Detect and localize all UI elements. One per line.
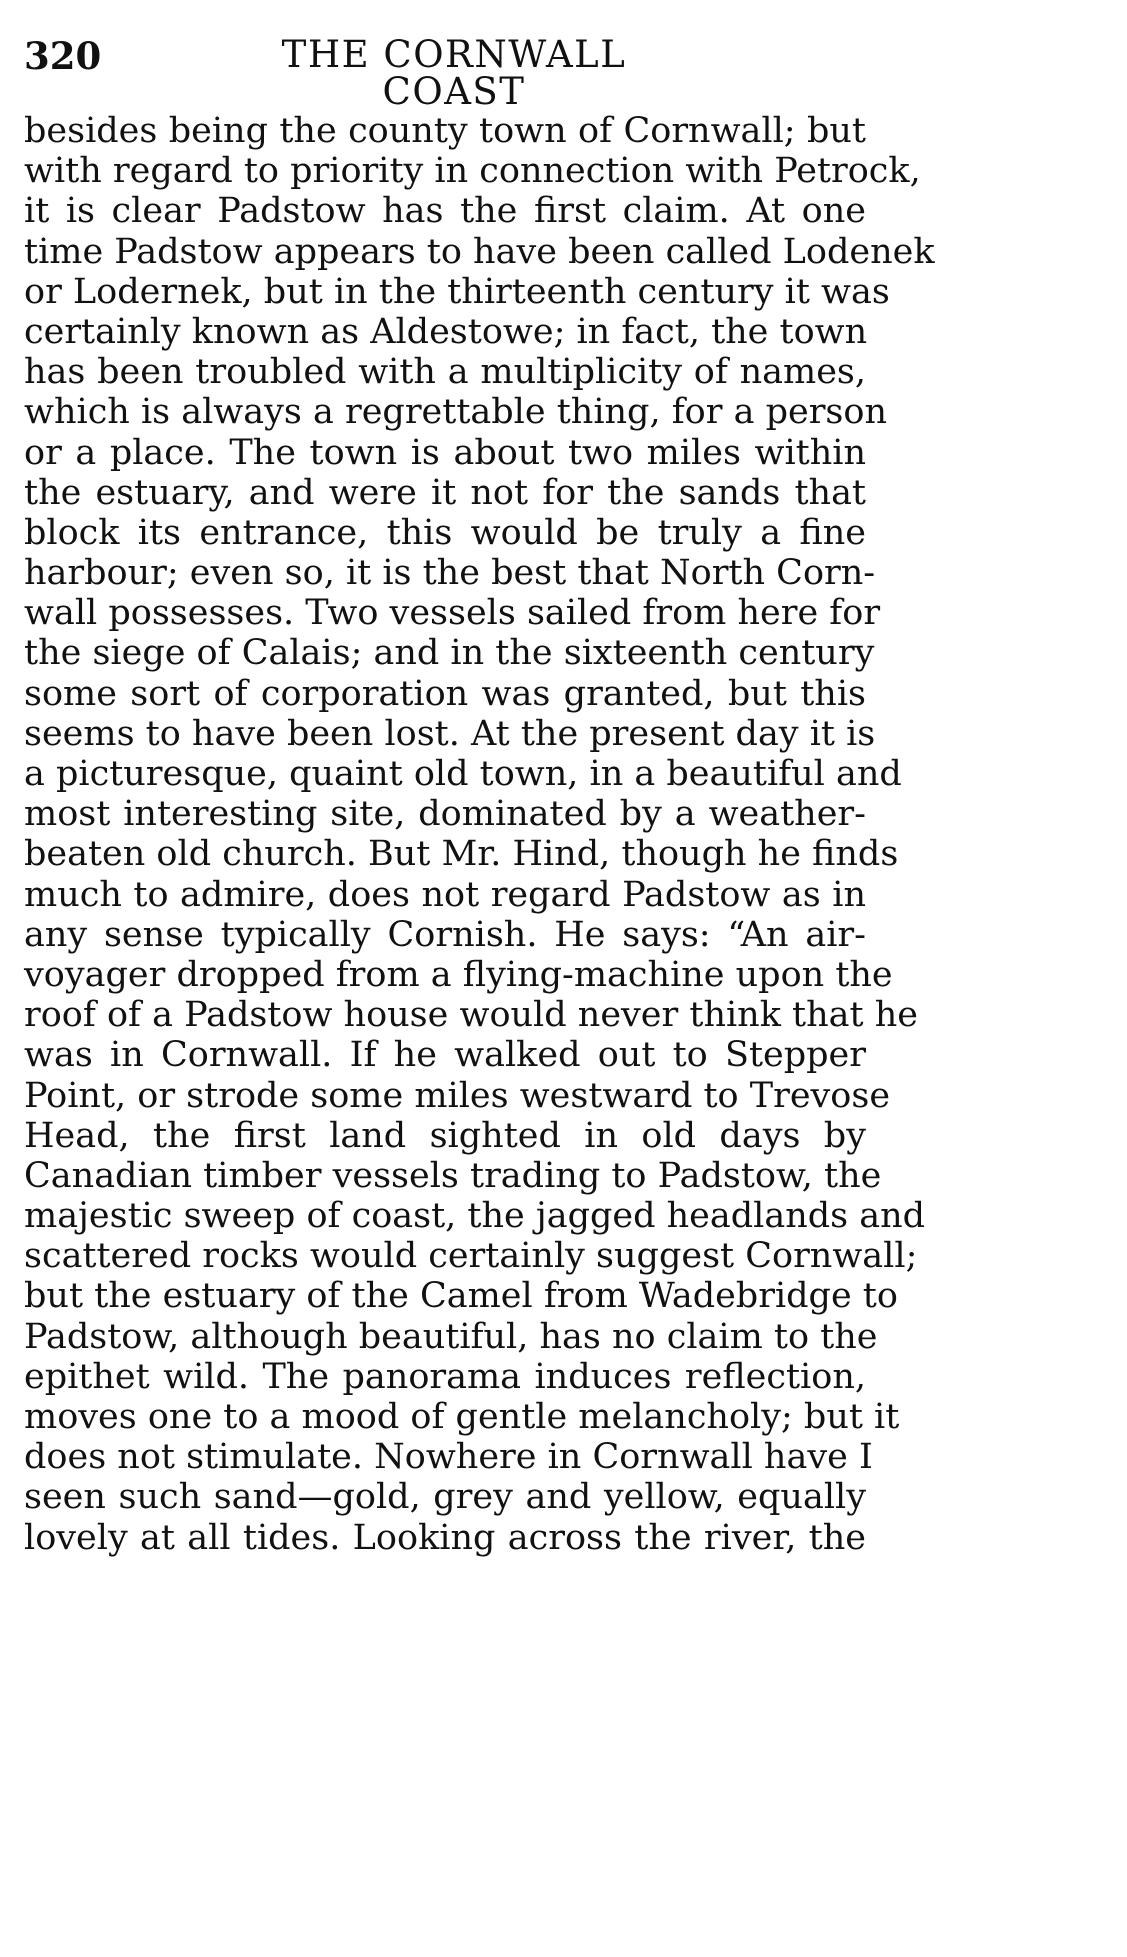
text-line: the estuary, and were it not for the sands that: [24, 472, 866, 513]
text-line: any sense typically Cornish. He says: “An air-: [24, 914, 866, 955]
text-line: Head, the first land sighted in old days by: [24, 1115, 866, 1156]
text-line: Point, or strode some miles westward to Trevose: [24, 1075, 891, 1116]
text-line: roof of a Padstow house would never think that he: [24, 995, 918, 1036]
text-line: was in Cornwall. If he walked out to Stepper: [24, 1035, 866, 1076]
text-line: epithet wild. The panorama induces reflection,: [24, 1356, 866, 1397]
text-line: some sort of corporation was granted, but this: [24, 673, 866, 714]
text-line: Padstow, although beautiful, has no claim to the: [24, 1316, 878, 1357]
text-line: or Lodernek, but in the thirteenth century it was: [24, 271, 890, 312]
text-line: majestic sweep of coast, the jagged headlands and: [24, 1196, 926, 1237]
text-line: with regard to priority in connection with Petrock,: [24, 151, 921, 192]
running-title: THE CORNWALL COAST: [281, 33, 627, 113]
body-text: [24, 111, 935, 1558]
text-line: time Padstow appears to have been called Lodenek: [24, 231, 935, 272]
text-line: besides being the county town of Cornwall; but: [24, 111, 866, 151]
text-line: certainly known as Aldestowe; in fact, the town: [24, 311, 868, 352]
text-line: has been troubled with a multiplicity of names,: [24, 352, 866, 393]
text-line: or a place. The town is about two miles within: [24, 432, 866, 473]
text-line: block its entrance, this would be truly a fine: [24, 512, 866, 553]
text-line: most interesting site, dominated by a weather-: [24, 794, 866, 835]
text-line: but the estuary of the Camel from Wadebridge to: [24, 1276, 898, 1317]
text-line: the siege of Calais; and in the sixteenth century: [24, 633, 875, 674]
text-line: wall possesses. Two vessels sailed from here for: [24, 593, 881, 634]
text-line: harbour; even so, it is the best that North Corn-: [24, 553, 876, 594]
text-line: a picturesque, quaint old town, in a beautiful and: [24, 754, 902, 794]
text-line: it is clear Padstow has the first claim. At one: [24, 191, 866, 232]
text-line: Canadian timber vessels trading to Padstow, the: [24, 1155, 882, 1196]
text-line: much to admire, does not regard Padstow as in: [24, 874, 866, 915]
text-line: scattered rocks would certainly suggest Cornwall;: [24, 1236, 918, 1277]
text-line: beaten old church. But Mr. Hind, though he finds: [24, 834, 899, 875]
page-header: [24, 28, 866, 113]
page-number: 320: [24, 34, 102, 78]
text-line: which is always a regrettable thing, for a person: [24, 392, 888, 433]
text-line: does not stimulate. Nowhere in Cornwall have I: [24, 1437, 873, 1478]
text-line: seen such sand—gold, grey and yellow, equally: [24, 1477, 866, 1518]
text-line: lovely at all tides. Looking across the river, the: [24, 1517, 866, 1558]
text-line: moves one to a mood of gentle melancholy; but it: [24, 1397, 900, 1437]
text-line: seems to have been lost. At the present day it is: [24, 713, 876, 754]
text-line: voyager dropped from a flying-machine upon the: [24, 954, 893, 995]
